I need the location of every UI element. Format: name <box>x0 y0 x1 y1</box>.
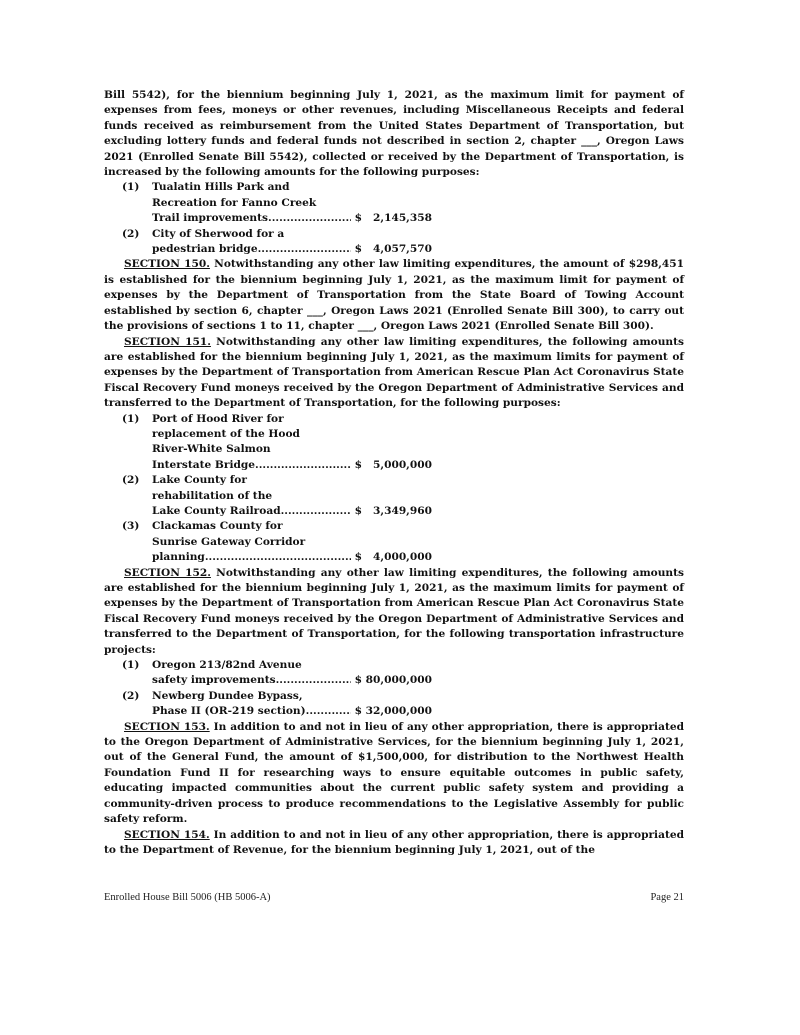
item-amount: $ 3,349,960 <box>354 504 432 517</box>
footer-bill-title: Enrolled House Bill 5006 (HB 5006-A) <box>104 892 271 903</box>
item-line: rehabilitation of the <box>152 489 273 502</box>
item-line: Lake County Railroad <box>152 504 281 517</box>
section-label: SECTION 154. <box>124 828 210 841</box>
section-151-item-list <box>104 412 684 566</box>
section-text: In addition to and not in lieu of any other appropriation, there is appropriated to the Oregon Department of Administrative Services, for the biennium beginning July 1, 2021, out of the General Fund, the amount of $1,500,000, for distribution to the Northwest Health Foundation Fund II for researching ways to ensure equitable outcomes in public safety, educating impacted communities about the current public safety system and providing a community-driven process to produce recommendations to the Legislative Assembly for public safety reform. <box>104 720 684 826</box>
item-amount: $ 4,057,570 <box>354 243 432 256</box>
item-line: River-White Salmon <box>152 443 271 456</box>
item-amount: $ 4,000,000 <box>354 551 432 564</box>
list-item <box>104 180 684 226</box>
list-item <box>104 658 684 689</box>
section-152 <box>104 566 684 658</box>
section-151 <box>104 335 684 412</box>
item-line: Tualatin Hills Park and <box>152 181 290 194</box>
section-label: SECTION 153. <box>124 720 210 733</box>
list-item <box>104 473 684 519</box>
item-line: Lake County for <box>152 474 247 487</box>
section-text: Notwithstanding any other law limiting expenditures, the amount of $298,451 is established for the biennium beginning July 1, 2021, as the maximum limit for payment of expenses by the Department of Transportation from the State Board of Towing Account established by section 6, chapter ___, Oregon Laws 2021 (Enrolled Senate Bill 300), to carry out the provisions of sections 1 to 11, chapter ___, Oregon Laws 2021 (Enrolled Senate Bill 300). <box>104 258 684 333</box>
item-line: Trail improvements <box>152 212 268 225</box>
section-154 <box>104 828 684 859</box>
section-text: In addition to and not in lieu of any other appropriation, there is appropriated to the Department of Revenue, for the biennium beginning July 1, 2021, out of the <box>104 828 684 856</box>
page-footer <box>104 892 684 903</box>
list-item <box>104 689 684 720</box>
item-line: Newberg Dundee Bypass, <box>152 689 303 702</box>
section-label: SECTION 150. <box>124 258 210 271</box>
list-item <box>104 519 684 565</box>
item-line: Clackamas County for <box>152 520 283 533</box>
item-line: Recreation for Fanno Creek <box>152 196 317 209</box>
item-line: planning <box>152 551 205 564</box>
section-150 <box>104 257 684 334</box>
item-number: (1) <box>122 181 140 194</box>
item-amount: $ 80,000,000 <box>354 674 432 687</box>
item-amount: $ 2,145,358 <box>354 212 432 225</box>
section-152-item-list <box>104 658 684 720</box>
item-number: (3) <box>122 520 140 533</box>
item-line: Oregon 213/82nd Avenue <box>152 659 302 672</box>
intro-item-list <box>104 180 684 257</box>
section-text: Notwithstanding any other law limiting expenditures, the following amounts are established for the biennium beginning July 1, 2021, as the maximum limits for payment of expenses by the Department of Transportation from American Rescue Plan Act Coronavirus State Fiscal Recovery Fund moneys received by the Oregon Department of Administrative Services and transferred to the Department of Transportation, for the following purposes: <box>104 335 684 410</box>
item-number: (1) <box>122 412 140 425</box>
item-line: pedestrian bridge <box>152 243 258 256</box>
item-amount: $ 5,000,000 <box>354 458 432 471</box>
section-text: Notwithstanding any other law limiting expenditures, the following amounts are established for the biennium beginning July 1, 2021, as the maximum limits for payment of expenses by the Department of Transportation from American Rescue Plan Act Coronavirus State Fiscal Recovery Fund moneys received by the Oregon Department of Administrative Services and transferred to the Department of Transportation, for the following transportation infrastructure projects: <box>104 566 684 656</box>
item-line: City of Sherwood for a <box>152 227 285 240</box>
item-line: Sunrise Gateway Corridor <box>152 535 306 548</box>
item-line: Port of Hood River for <box>152 412 284 425</box>
section-label: SECTION 151. <box>124 335 211 348</box>
item-number: (1) <box>122 659 140 672</box>
item-line: replacement of the Hood <box>152 427 300 440</box>
item-amount: $ 32,000,000 <box>354 705 432 718</box>
footer-page-number: Page 21 <box>650 892 684 903</box>
item-line: safety improvements <box>152 674 276 687</box>
item-line: Interstate Bridge <box>152 458 256 471</box>
intro-paragraph: Bill 5542), for the biennium beginning July 1, 2021, as the maximum limit for payment of expenses from fees, moneys or other revenues, including Miscellaneous Receipts and federal funds received as reimbursement from the United States Department of Transportation, but excluding lottery funds and federal funds not described in section 2, chapter ___, Oregon Laws 2021 (Enrolled Senate Bill 5542), collected or received by the Department of Transportation, is increased by the following amounts for the following purposes: <box>104 89 684 179</box>
section-label: SECTION 152. <box>124 566 211 579</box>
list-item <box>104 412 684 474</box>
item-number: (2) <box>122 689 140 702</box>
item-line: Phase II (OR-219 section) <box>152 705 306 718</box>
document-body <box>104 88 684 858</box>
list-item <box>104 227 684 258</box>
item-number: (2) <box>122 227 140 240</box>
section-153 <box>104 720 684 828</box>
item-number: (2) <box>122 474 140 487</box>
